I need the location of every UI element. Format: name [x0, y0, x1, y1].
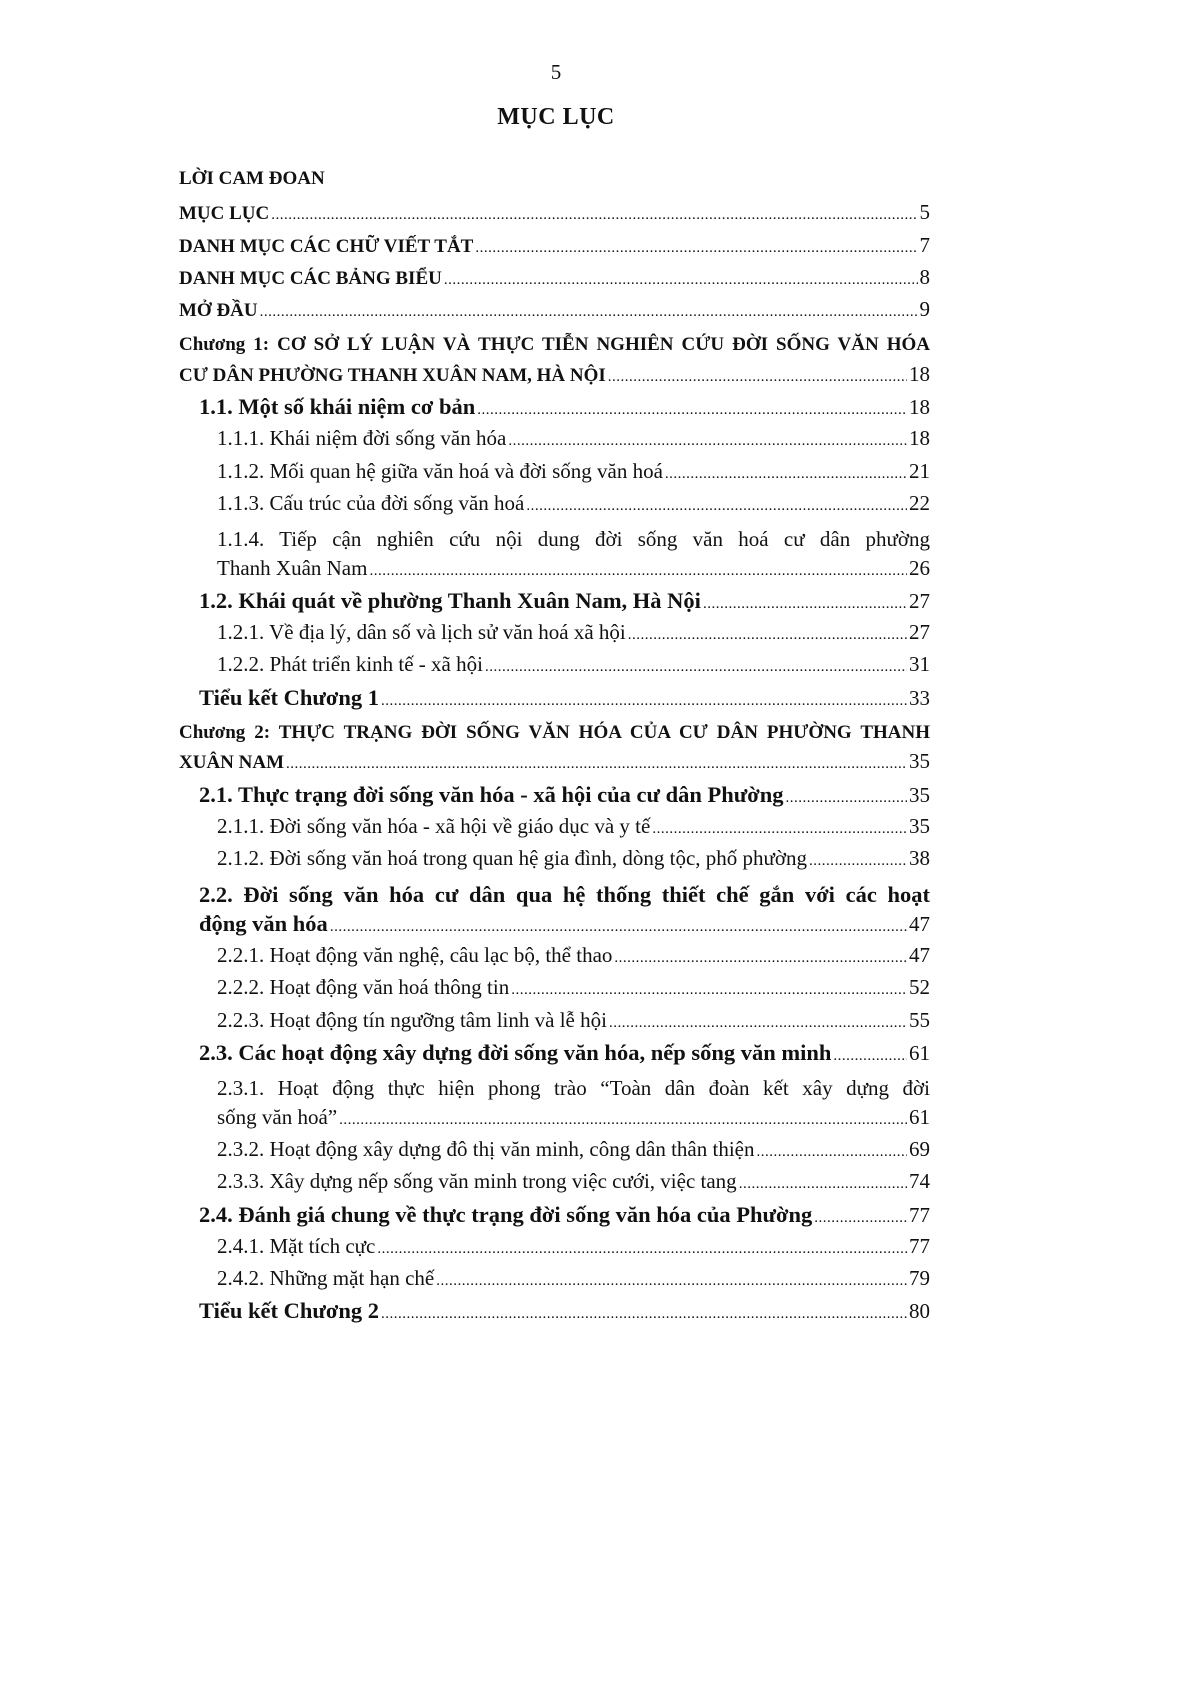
dot-leader — [381, 1306, 907, 1323]
toc-entry-page: 21 — [909, 458, 930, 483]
dot-leader — [475, 240, 917, 257]
toc-entry-label: DANH MỤC CÁC BẢNG BIỂU — [179, 267, 442, 289]
toc-entry-continuation — [179, 911, 930, 943]
toc-entry-label: LỜI CAM ĐOAN — [179, 168, 325, 189]
toc-subsection-entry[interactable] — [179, 491, 930, 523]
toc-subsection-entry[interactable] — [179, 814, 930, 846]
dot-leader — [608, 369, 907, 386]
toc-entry-label: 2.1. Thực trạng đời sống văn hóa - xã hội của cư dân Phường — [199, 781, 784, 807]
dot-leader — [444, 272, 918, 289]
toc-entry-label: 1.2.1. Về địa lý, dân số và lịch sử văn hoá xã hội — [217, 620, 626, 645]
toc-entry-page: 52 — [909, 975, 930, 1000]
toc-entry-label: 2.2.1. Hoạt động văn nghệ, câu lạc bộ, thể thao — [217, 943, 613, 968]
toc-entry-label: 2.2.2. Hoạt động văn hoá thông tin — [217, 975, 510, 1000]
toc-subsection-entry[interactable] — [179, 426, 930, 458]
toc-entry-label-line2: Thanh Xuân Nam — [217, 555, 368, 580]
toc-entry-label: 1.1.1. Khái niệm đời sống văn hóa — [217, 426, 507, 451]
toc-section-entry[interactable] — [179, 1202, 930, 1234]
toc-entry-label: 2.1.2. Đời sống văn hoá trong quan hệ gia đình, dòng tộc, phố phường — [217, 846, 808, 871]
dot-leader — [526, 498, 907, 515]
dot-leader — [809, 853, 907, 870]
dot-leader — [609, 1015, 907, 1032]
table-of-contents — [179, 168, 930, 1331]
toc-entry-label: MỤC LỤC — [179, 203, 270, 225]
toc-entry-label: 1.1. Một số khái niệm cơ bản — [199, 394, 476, 420]
toc-entry-continuation — [179, 362, 930, 394]
dot-leader — [271, 207, 917, 224]
toc-entry-page: 55 — [909, 1007, 930, 1032]
toc-section-entry[interactable] — [179, 394, 930, 426]
toc-entry-label: 2.2.3. Hoạt động tín ngưỡng tâm linh và lễ hội — [217, 1007, 607, 1032]
toc-entry-continuation — [179, 1105, 930, 1137]
toc-subsection-entry[interactable] — [179, 459, 930, 491]
toc-entry-continuation — [179, 556, 930, 588]
toc-subsection-entry[interactable] — [179, 1234, 930, 1266]
toc-entry-label-line1: Chương 2: THỰC TRẠNG ĐỜI SỐNG VĂN HÓA CỦA CƯ DÂN PHƯỜNG THANH — [179, 722, 930, 744]
toc-entry-label: 1.1.2. Mối quan hệ giữa văn hoá và đời sống văn hoá — [217, 458, 663, 483]
dot-leader — [260, 304, 918, 321]
toc-entry-page: 9 — [919, 297, 930, 322]
toc-subsection-entry[interactable] — [179, 1169, 930, 1201]
toc-entry-page: 61 — [909, 1041, 930, 1066]
toc-entry-label: Tiểu kết Chương 2 — [199, 1298, 379, 1324]
toc-subsection-entry[interactable] — [179, 1137, 930, 1169]
toc-entry[interactable] — [179, 168, 930, 200]
dot-leader — [330, 919, 907, 936]
toc-entry[interactable] — [179, 297, 930, 329]
dot-leader — [436, 1273, 907, 1290]
toc-entry-page: 38 — [909, 846, 930, 871]
toc-subsection-entry[interactable] — [179, 846, 930, 878]
toc-entry-page: 7 — [919, 232, 930, 257]
toc-entry-page: 47 — [909, 911, 930, 936]
toc-entry-page: 35 — [909, 782, 930, 807]
toc-entry-label: 1.2.2. Phát triển kinh tế - xã hội — [217, 652, 483, 677]
toc-entry-page: 35 — [909, 749, 930, 774]
toc-entry-label: 2.1.1. Đời sống văn hóa - xã hội về giáo dục và y tế — [217, 813, 651, 838]
toc-subsection-entry[interactable] — [179, 523, 930, 588]
dot-leader — [703, 596, 907, 613]
toc-entry-label-line1: 2.3.1. Hoạt động thực hiện phong trào “Toàn dân đoàn kết xây dựng đời — [217, 1076, 930, 1101]
dot-leader — [508, 433, 907, 450]
toc-entry-label: 2.3. Các hoạt động xây dựng đời sống văn hóa, nếp sống văn minh — [199, 1040, 832, 1066]
dot-leader — [369, 563, 907, 580]
toc-entry-label: 1.1.3. Cấu trúc của đời sống văn hoá — [217, 490, 525, 515]
dot-leader — [628, 627, 907, 644]
dot-leader — [614, 950, 907, 967]
toc-subsection-entry[interactable] — [179, 943, 930, 975]
toc-entry-label-line2: sống văn hoá” — [217, 1104, 338, 1129]
toc-subsection-entry[interactable] — [179, 620, 930, 652]
toc-subsection-entry[interactable] — [179, 1008, 930, 1040]
toc-summary-entry[interactable] — [179, 685, 930, 717]
toc-entry-page: 77 — [909, 1233, 930, 1258]
toc-entry-page: 35 — [909, 813, 930, 838]
toc-entry-label: 2.4.1. Mặt tích cực — [217, 1233, 376, 1258]
toc-entry-continuation — [179, 749, 930, 781]
dot-leader — [485, 659, 907, 676]
toc-entry-label-line2: động văn hóa — [199, 910, 328, 936]
toc-summary-entry[interactable] — [179, 1298, 930, 1330]
toc-entry-page: 18 — [909, 426, 930, 451]
dot-leader — [833, 1048, 907, 1065]
toc-entry-page: 80 — [909, 1299, 930, 1324]
toc-section-entry[interactable] — [179, 1040, 930, 1072]
toc-section-entry[interactable] — [179, 782, 930, 814]
toc-entry-page: 61 — [909, 1104, 930, 1129]
toc-entry-page: 79 — [909, 1266, 930, 1291]
toc-entry[interactable] — [179, 265, 930, 297]
page-number: 5 — [550, 60, 562, 84]
toc-entry[interactable] — [179, 233, 930, 265]
toc-entry-label-line2: XUÂN NAM — [179, 752, 285, 774]
toc-entry-page: 27 — [909, 620, 930, 645]
toc-subsection-entry[interactable] — [179, 652, 930, 684]
dot-leader — [756, 1144, 907, 1161]
toc-subsection-entry[interactable] — [179, 1072, 930, 1137]
dot-leader — [652, 821, 907, 838]
toc-entry-label-line1: Chương 1: CƠ SỞ LÝ LUẬN VÀ THỰC TIỄN NGHIÊN CỨU ĐỜI SỐNG VĂN HÓA — [179, 334, 930, 356]
dot-leader — [381, 693, 907, 710]
dot-leader — [511, 982, 907, 999]
dot-leader — [739, 1176, 907, 1193]
page-title: MỤC LỤC — [497, 104, 615, 130]
dot-leader — [286, 756, 907, 773]
toc-entry[interactable] — [179, 200, 930, 232]
toc-entry-page: 77 — [909, 1202, 930, 1227]
toc-entry-label: 1.2. Khái quát về phường Thanh Xuân Nam, Hà Nội — [199, 587, 701, 613]
toc-entry-label: 2.3.3. Xây dựng nếp sống văn minh trong việc cưới, việc tang — [217, 1169, 737, 1194]
dot-leader — [814, 1210, 907, 1227]
toc-entry-label-line1: 2.2. Đời sống văn hóa cư dân qua hệ thống thiết chế gắn với các hoạt — [199, 881, 930, 907]
toc-entry-label: 2.4. Đánh giá chung về thực trạng đời sống văn hóa của Phường — [199, 1201, 813, 1227]
toc-entry-label: 2.3.2. Hoạt động xây dựng đô thị văn minh, công dân thân thiện — [217, 1136, 755, 1161]
dot-leader — [786, 790, 908, 807]
toc-entry-page: 5 — [919, 200, 930, 225]
dot-leader — [665, 466, 907, 483]
toc-entry-label: DANH MỤC CÁC CHỮ VIẾT TẮT — [179, 235, 474, 257]
toc-entry-label: Tiểu kết Chương 1 — [199, 684, 379, 710]
toc-entry-label: 2.4.2. Những mặt hạn chế — [217, 1266, 435, 1291]
toc-entry-page: 18 — [909, 361, 930, 386]
toc-entry-label-line2: CƯ DÂN PHƯỜNG THANH XUÂN NAM, HÀ NỘI — [179, 364, 606, 386]
dot-leader — [377, 1241, 907, 1258]
toc-entry-page: 31 — [909, 652, 930, 677]
dot-leader — [477, 402, 907, 419]
toc-entry-page: 47 — [909, 943, 930, 968]
toc-entry-page: 74 — [909, 1169, 930, 1194]
toc-subsection-entry[interactable] — [179, 1266, 930, 1298]
toc-chapter-entry[interactable] — [179, 329, 930, 394]
dot-leader — [339, 1112, 907, 1129]
toc-entry-page: 26 — [909, 555, 930, 580]
toc-entry-label: MỞ ĐẦU — [179, 300, 258, 322]
toc-subsection-entry[interactable] — [179, 975, 930, 1007]
toc-entry-page: 27 — [909, 588, 930, 613]
toc-section-entry[interactable] — [179, 588, 930, 620]
toc-chapter-entry[interactable] — [179, 717, 930, 782]
toc-entry-page: 22 — [909, 490, 930, 515]
toc-entry-page: 8 — [919, 264, 930, 289]
toc-entry-page: 33 — [909, 685, 930, 710]
toc-section-entry[interactable] — [179, 879, 930, 944]
toc-entry-page: 69 — [909, 1136, 930, 1161]
toc-entry-label-line1: 1.1.4. Tiếp cận nghiên cứu nội dung đời sống văn hoá cư dân phường — [217, 527, 930, 552]
toc-entry-page: 18 — [909, 395, 930, 420]
